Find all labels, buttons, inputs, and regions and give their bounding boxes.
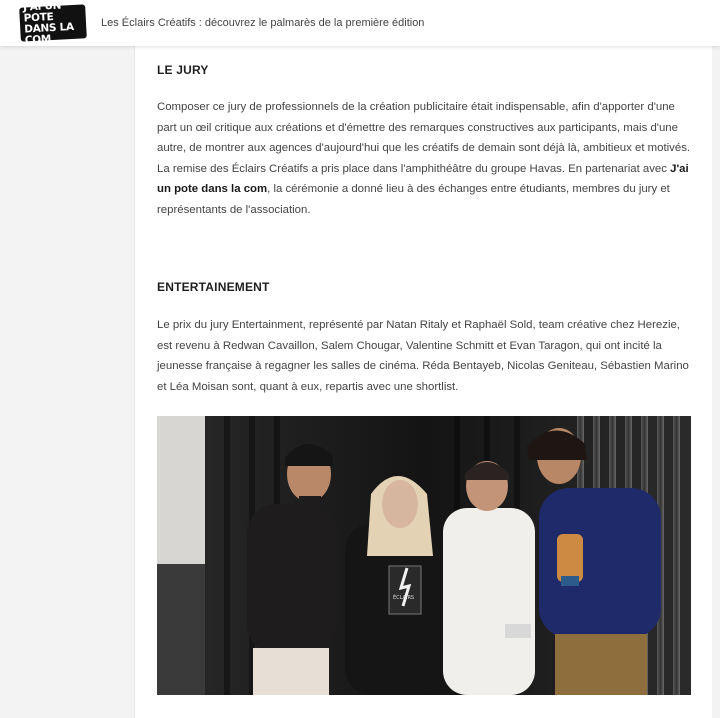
section-jury	[157, 63, 691, 77]
section-entertainement	[157, 280, 691, 294]
left-sidebar	[0, 46, 134, 718]
site-logo[interactable]	[19, 0, 87, 47]
article-title: Les Éclairs Créatifs : découvrez le palmarès de la première édition	[101, 17, 425, 29]
winners-photo	[157, 416, 691, 695]
section-heading-jury: LE JURY	[157, 63, 209, 77]
logo-line-2: DANS LA COM	[23, 20, 75, 47]
winners-photo-image	[157, 416, 691, 695]
entertainement-paragraph: Le prix du jury Entertainment, représenté par Natan Ritaly et Raphaël Sold, team créative chez Herezie, est revenu à Redwan Cavaillon, Salem Chougar, Valentine Schmitt et Evan Taragon, qui ont incité la jeunesse française à regagner les salles de cinéma. Réda Bentayeb, Nicolas Geniteau, Sébastien Marino et Léa Moisan sont, quant à eux, repartis avec une shortlist.	[157, 319, 689, 393]
section-heading-entertainement: ENTERTAINEMENT	[157, 280, 270, 294]
jury-paragraph-part2: , la cérémonie a donné lieu à des échanges entre étudiants, membres du jury et représentants de l'association.	[157, 183, 670, 216]
section-jury-text	[157, 97, 691, 220]
article-body	[134, 46, 712, 718]
section-entertainement-text	[157, 315, 691, 397]
logo-line-1: J'AI UN POTE	[22, 0, 62, 25]
jury-paragraph-part1: Composer ce jury de professionnels de la création publicitaire était indispensable, afin d'apporter d'une part un œil critique aux créations et d'émettre des remarques constructives aux participants, mais d'une autre, de montrer aux agences d'aujourd'hui que les créatifs de demain sont déjà là, ambitieux et motivés. La remise des Éclairs Créatifs a pris place dans l'amphithéâtre du groupe Havas. En partenariat avec	[157, 101, 691, 175]
jury-paragraph	[157, 97, 691, 220]
scrollbar-track[interactable]	[711, 46, 720, 718]
jury-paragraph-link[interactable]: J'ai un pote dans la com	[157, 162, 689, 195]
trophy-label: ÉCLAIRS	[393, 595, 415, 601]
site-header	[0, 0, 720, 46]
